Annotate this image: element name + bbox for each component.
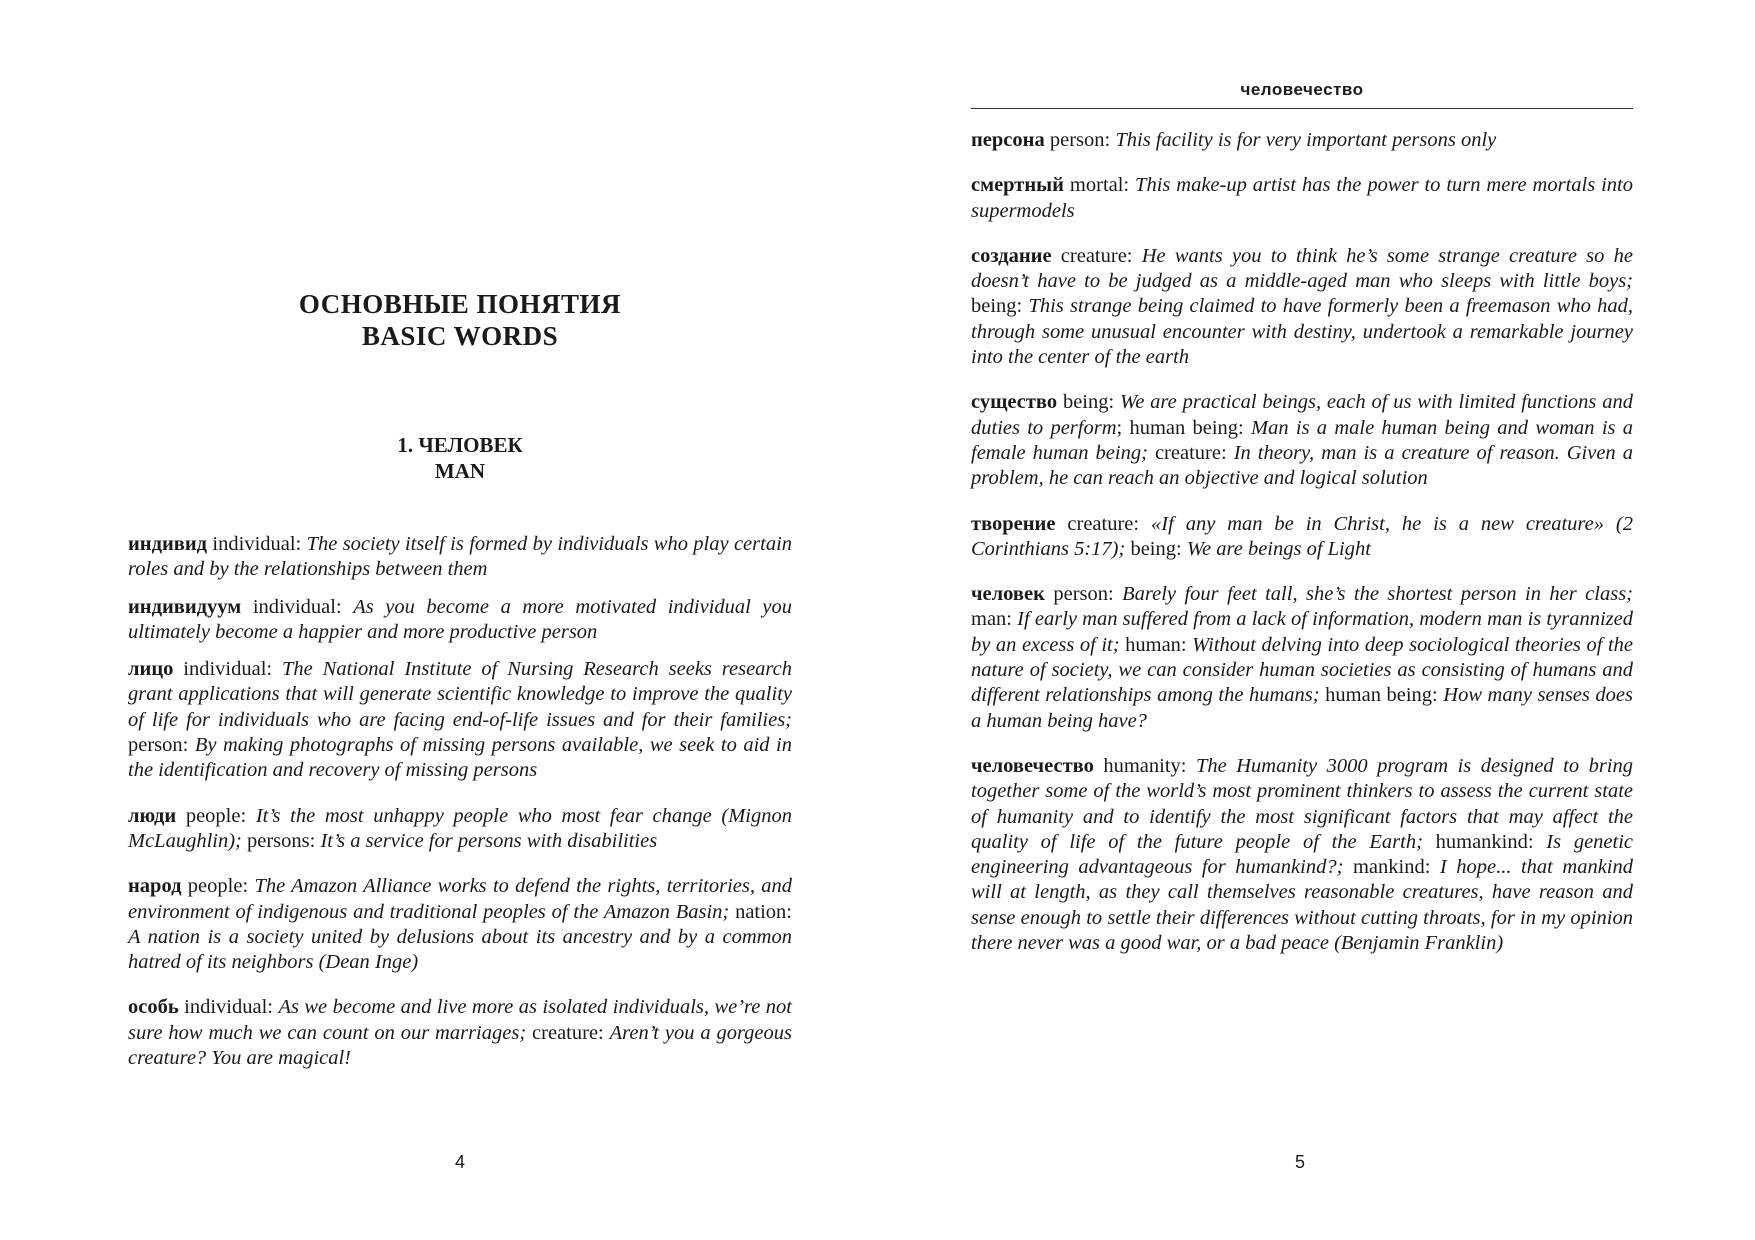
- entry-example: This facility is for very important persons only: [1115, 129, 1497, 151]
- entry-translation: human being:: [1319, 684, 1444, 707]
- entry-example: How many senses does a human being have?: [971, 684, 1633, 732]
- right-page: [877, 0, 1755, 1240]
- page-number-left: 4: [454, 1152, 465, 1172]
- entry-translation: being:: [1125, 537, 1187, 560]
- entry-translation: nation:: [729, 900, 793, 923]
- dictionary-entry: [971, 390, 1633, 491]
- entry-headword: люди: [128, 804, 177, 827]
- entry-headword: создание: [971, 244, 1052, 267]
- dictionary-entry: [128, 532, 792, 583]
- entry-translation: human:: [1119, 633, 1193, 656]
- entry-example: By making photographs of missing persons available, we seek to aid in the identification and recovery of missing persons: [128, 734, 792, 782]
- entry-translation: mankind:: [1343, 856, 1440, 879]
- entry-translation: ; human being:: [1116, 416, 1252, 439]
- section-heading: [128, 288, 792, 352]
- dictionary-entry: [128, 874, 792, 975]
- entry-headword: существо: [971, 391, 1058, 414]
- entry-headword: человек: [971, 583, 1045, 606]
- entry-example: The society itself is formed by individuals who play certain roles and by the relationships between them: [128, 533, 793, 581]
- entry-headword: лицо: [128, 658, 174, 681]
- entry-translation: creature:: [1060, 244, 1142, 267]
- entry-headword: творение: [971, 512, 1056, 535]
- dictionary-entry: [971, 128, 1633, 153]
- entry-example: «If any man be in Christ, he is a new creature» (2 Corinthians 5:17);: [971, 512, 1633, 560]
- entry-translation: person:: [1053, 583, 1123, 606]
- entry-translation: people:: [187, 875, 255, 898]
- section-heading-en: BASIC WORDS: [361, 321, 559, 351]
- entry-translation: humanity:: [1103, 754, 1196, 777]
- entry-headword: индивидуум: [128, 595, 242, 618]
- entry-example: Aren’t you a gorgeous creature? You are magical!: [128, 1021, 792, 1070]
- entry-example: In theory, man is a creature of reason. Given a problem, he can reach an objective and logical solution: [971, 441, 1633, 490]
- chapter-heading-en: MAN: [434, 459, 486, 483]
- page-number-right: 5: [1294, 1152, 1305, 1172]
- entry-example: I hope... that mankind will at length, as they call themselves reasonable creatures, have reason and sense enough to settle their differences without cutting throats, for in my opinion there never was a good war, or a bad peace (Benjamin Franklin): [971, 856, 1633, 955]
- left-entry-list: [128, 532, 792, 1071]
- dictionary-entry: [971, 512, 1633, 563]
- entry-example: Without delving into deep sociological theories of the nature of society, we can consider human societies as consisting of humans and different relationships among the humans;: [971, 633, 1633, 707]
- entry-translation: creature:: [1067, 512, 1152, 535]
- chapter-heading-ru: 1. ЧЕЛОВЕК: [397, 433, 523, 457]
- dictionary-entry: [128, 995, 792, 1071]
- entry-headword: особь: [128, 996, 179, 1019]
- entry-example: It’s the most unhappy people who most fear change (Mignon McLaughlin);: [128, 804, 792, 852]
- entry-example: A nation is a society united by delusions about its ancestry and by a common hatred of its neighbors (Dean Inge): [128, 925, 792, 974]
- running-head: человечество: [1240, 80, 1364, 99]
- dictionary-entry: [128, 595, 792, 646]
- chapter-heading: [128, 432, 792, 484]
- entry-translation: person:: [128, 734, 195, 757]
- entry-translation: creature:: [526, 1021, 610, 1044]
- entry-example: This make-up artist has the power to turn mere mortals into supermodels: [971, 174, 1633, 222]
- entry-translation: creature:: [1147, 441, 1234, 464]
- entry-headword: персона: [971, 129, 1045, 151]
- dictionary-entry: [128, 804, 792, 855]
- right-entry-list: [971, 128, 1633, 956]
- entry-example: We are practical beings, each of us with limited functions and duties to perform: [971, 391, 1633, 439]
- entry-translation: being:: [971, 295, 1029, 318]
- entry-translation: individual:: [212, 533, 307, 555]
- left-page: [0, 0, 877, 1240]
- entry-translation: persons:: [241, 829, 321, 852]
- entry-translation: being:: [1062, 391, 1121, 414]
- entry-example: Is genetic engineering advantageous for humankind?;: [971, 830, 1634, 879]
- entry-example: The Humanity 3000 program is designed to bring together some of the world’s most prominent thinkers to assess the current state of humanity and to identify the most significant factors that may affect the quality of life of the future people of the Earth;: [971, 754, 1634, 853]
- entry-example: As we become and live more as isolated individuals, we’re not sure how much we can count on our marriages;: [128, 996, 792, 1044]
- entry-translation: humankind:: [1422, 830, 1547, 853]
- entry-example: Barely four feet tall, she’s the shortest person in her class;: [1122, 583, 1634, 606]
- entry-example: The National Institute of Nursing Research seeks research grant applications that will generate scientific knowledge to improve the quality of life for individuals who are facing end-of-life issues and for their families;: [128, 658, 793, 731]
- dictionary-entry: [128, 657, 792, 783]
- entry-translation: individual:: [184, 996, 279, 1019]
- entry-headword: смертный: [971, 174, 1064, 197]
- entry-example: If early man suffered from a lack of information, modern man is tyrannized by an excess of it;: [971, 608, 1633, 656]
- entry-example: Man is a male human being and woman is a female human being;: [971, 416, 1634, 464]
- entry-example: This strange being claimed to have formerly been a freemason who had, through some unusual encounter with destiny, undertook a remarkable journey into the center of the earth: [971, 295, 1633, 369]
- section-heading-ru: ОСНОВНЫЕ ПОНЯТИЯ: [298, 289, 622, 319]
- entry-example: It’s a service for persons with disabilities: [320, 829, 658, 852]
- dictionary-entry: [971, 754, 1633, 956]
- entry-translation: person:: [1049, 129, 1116, 151]
- entry-translation: individual:: [183, 658, 283, 681]
- dictionary-entry: [971, 582, 1633, 734]
- dictionary-entry: [971, 173, 1633, 224]
- entry-headword: человечество: [971, 754, 1094, 777]
- entry-example: We are beings of Light: [1186, 537, 1371, 560]
- entry-example: The Amazon Alliance works to defend the rights, territories, and environment of indigenous and traditional peoples of the Amazon Basin;: [128, 875, 793, 923]
- header-rule: [971, 108, 1633, 109]
- entry-translation: mortal:: [1069, 174, 1136, 197]
- entry-translation: individual:: [252, 595, 354, 618]
- entry-headword: индивид: [128, 533, 208, 555]
- entry-translation: people:: [185, 804, 256, 827]
- entry-translation: man:: [971, 608, 1018, 631]
- entry-example: As you become a more motivated individual you ultimately become a happier and more productive person: [128, 595, 793, 643]
- entry-headword: народ: [128, 875, 182, 898]
- entry-example: He wants you to think he’s some strange creature so he doesn’t have to be judged as a middle-aged man who sleeps with little boys;: [971, 244, 1633, 293]
- dictionary-entry: [971, 244, 1633, 370]
